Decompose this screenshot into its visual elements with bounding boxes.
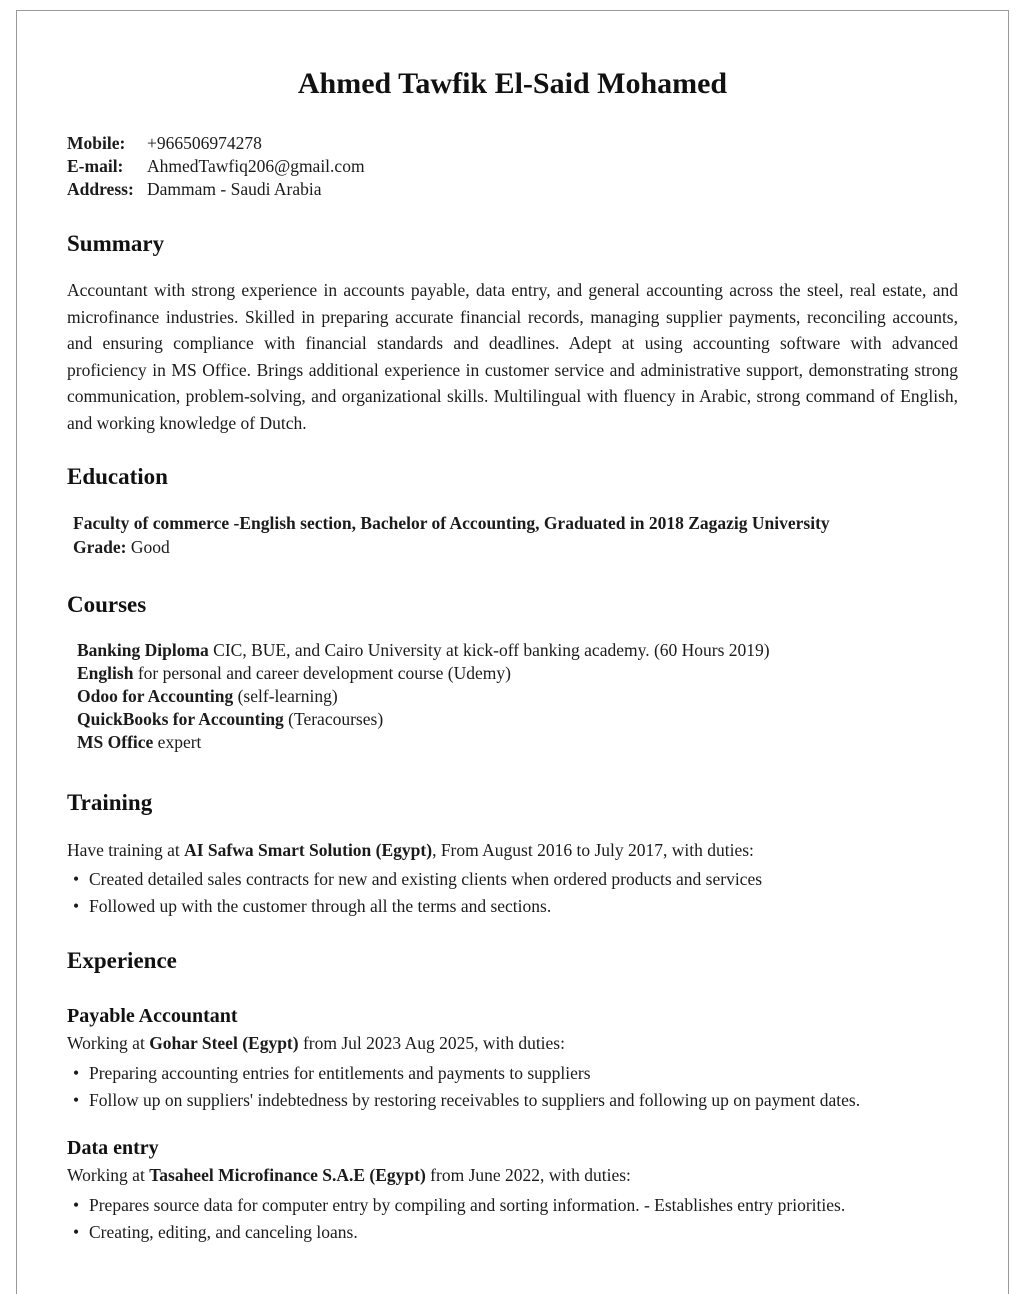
- course-name: English: [77, 662, 134, 683]
- training-bullet: • Followed up with the customer through all the terms and sections.: [67, 893, 958, 921]
- grade-value: Good: [130, 536, 170, 557]
- job-bullet: • Preparing accounting entries for entitlements and payments to suppliers: [67, 1060, 958, 1088]
- page-title: Ahmed Tawfik El-Said Mohamed: [297, 67, 728, 100]
- address-value: Dammam - Saudi Arabia: [147, 179, 322, 199]
- contact-mobile-row: [67, 132, 958, 155]
- section-heading-experience: Experience: [67, 947, 177, 973]
- job-bullets: [67, 1192, 958, 1247]
- section-heading-training: Training: [67, 789, 153, 815]
- course-desc: CIC, BUE, and Cairo University at kick-off banking academy. (60 Hours 2019): [208, 639, 770, 660]
- course-item: [77, 685, 958, 708]
- section-heading-summary: Summary: [67, 231, 165, 256]
- mobile-value: +966506974278: [147, 133, 262, 153]
- contact-email-row: [67, 155, 958, 178]
- job-bullets: [67, 1060, 958, 1115]
- grade-label: Grade:: [73, 536, 127, 557]
- section-heading-education: Education: [67, 463, 168, 489]
- training-company: AI Safwa Smart Solution (Egypt): [184, 839, 433, 860]
- training-bullet: • Created detailed sales contracts for new and existing clients when ordered products and services: [67, 866, 958, 894]
- job-bullet: • Prepares source data for computer entry by compiling and sorting information. - Establishes entry priorities.: [67, 1192, 958, 1220]
- course-name: Banking Diploma: [77, 639, 209, 660]
- training-intro-suffix: , From August 2016 to July 2017, with duties:: [432, 839, 754, 860]
- job-bullet: • Follow up on suppliers' indebtedness by restoring receivables to suppliers and following up on payment dates.: [67, 1087, 958, 1115]
- document-page: [16, 10, 1009, 1294]
- contact-address-row: [67, 178, 958, 201]
- job-bullet: • Creating, editing, and canceling loans.: [67, 1219, 958, 1247]
- job-intro: [67, 1163, 958, 1187]
- course-name: MS Office: [77, 732, 154, 753]
- email-value: AhmedTawfiq206@gmail.com: [147, 156, 365, 176]
- course-item: [77, 731, 958, 754]
- education-degree-line: Faculty of commerce -English section, Bachelor of Accounting, Graduated in 2018 Zagazig University: [73, 512, 830, 533]
- job-company: Tasaheel Microfinance S.A.E (Egypt): [149, 1164, 426, 1185]
- course-desc: (Teracourses): [283, 709, 384, 730]
- education-block: [73, 511, 958, 559]
- summary-paragraph: Accountant with strong experience in accounts payable, data entry, and general accounting across the steel, real estate, and microfinance industries. Skilled in preparing accurate financial records, managing supplier payments, reconciling accounts, and ensuring compliance with financial standards and deadlines. Adept at using accounting software with advanced proficiency in MS Office. Brings additional experience in customer service and administrative support, demonstrating strong communication, problem-solving, and organizational skills. Multilingual with fluency in Arabic, strong command of English, and working knowledge of Dutch.: [67, 280, 958, 433]
- job-intro-prefix: Working at: [67, 1164, 150, 1185]
- job-intro-suffix: from Jul 2023 Aug 2025, with duties:: [298, 1032, 565, 1053]
- contact-block: [67, 132, 958, 201]
- training-bullets: [67, 866, 958, 921]
- section-heading-courses: Courses: [67, 591, 147, 617]
- job-company: Gohar Steel (Egypt): [149, 1032, 299, 1053]
- training-intro: [67, 838, 958, 862]
- course-desc: (self-learning): [233, 685, 338, 706]
- training-intro-prefix: Have training at: [67, 839, 185, 860]
- course-name: QuickBooks for Accounting: [77, 709, 284, 730]
- course-item: [77, 662, 958, 685]
- email-label: E-mail:: [67, 156, 124, 176]
- course-item: [77, 639, 958, 662]
- course-desc: expert: [153, 732, 202, 753]
- courses-list: [77, 639, 958, 755]
- job-intro-prefix: Working at: [67, 1032, 150, 1053]
- mobile-label: Mobile:: [67, 133, 126, 153]
- job-title-payable-accountant: Payable Accountant: [67, 1004, 238, 1027]
- job-title-data-entry: Data entry: [67, 1136, 159, 1159]
- education-grade-line: [73, 535, 958, 559]
- course-item: [77, 708, 958, 731]
- job-intro-suffix: from June 2022, with duties:: [425, 1164, 631, 1185]
- address-label: Address:: [67, 179, 134, 199]
- course-desc: for personal and career development course (Udemy): [133, 662, 511, 683]
- job-intro: [67, 1031, 958, 1055]
- course-name: Odoo for Accounting: [77, 685, 234, 706]
